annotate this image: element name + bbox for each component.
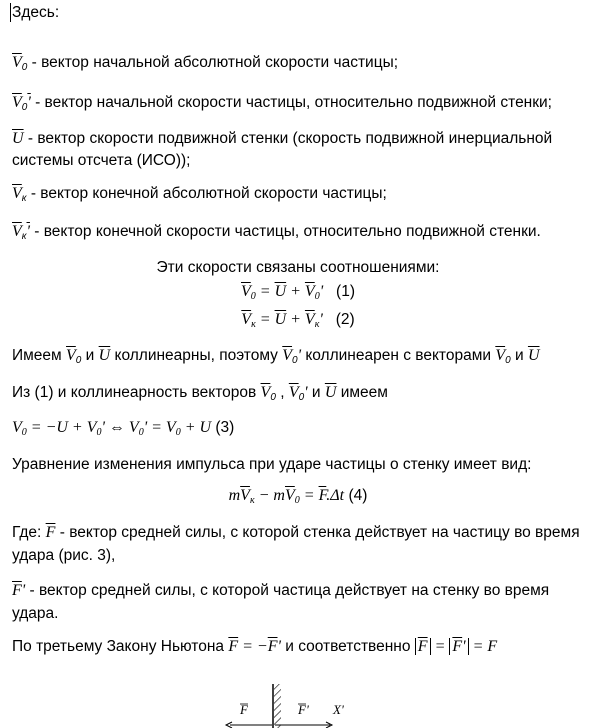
where-cont: удара (рис. 3), — [12, 547, 116, 564]
wall-hatch — [274, 684, 281, 728]
def-u-cont: системы отсчета (ИСО)); — [12, 152, 191, 169]
equation-2: $\overline{V}_к = \overline{U} + \overline{V}_к'$ (2) — [241, 311, 355, 330]
text-cursor — [10, 3, 11, 22]
collinear-line: Имеем $\overline{V}_0$ и $\overline{U}$ коллинеарны, поэтому $\overline{V}_0'$ коллинеарен с векторами $\overline{V}_0$ и $\overline{U}$ — [12, 347, 540, 366]
momentum-text: Уравнение изменения импульса при ударе частицы о стенку имеет вид: — [12, 456, 532, 473]
where-line: Где: $\overline{F}$ - вектор средней силы, с которой стенка действует на частицу во время — [12, 524, 580, 541]
fprime-cont: удара. — [12, 605, 59, 622]
from-eq1-line: Из (1) и коллинеарность векторов $\overline{V}_0$ , $\overline{V}_0'$ и $\overline{U}$ имеем — [12, 384, 388, 403]
equation-1: $\overline{V}_0 = \overline{U} + \overline{V}_0'$ (1) — [240, 283, 355, 302]
label-x: X' — [333, 702, 344, 717]
relations-intro: Эти скорости связаны соотношениями: — [156, 259, 440, 276]
def-vk: $\overline{V}_к$ - вектор конечной абсолютной скорости частицы; — [12, 185, 387, 204]
def-v0: $\overline{V}_0$ - вектор начальной абсолютной скорости частицы; — [12, 54, 399, 73]
def-vk-prime: $\overline{V}_к'$ - вектор конечной скорости частицы, относительно подвижной стенки. — [12, 223, 541, 242]
wall-figure — [0, 680, 596, 728]
equation-4: $m\overline{V}_к - m\overline{V}_0 = \overline{F}.\Delta t$ (4) — [228, 487, 368, 506]
label-f: F — [240, 702, 248, 717]
newton-line: По третьему Закону Ньютона $\overline{F} = -\overline{F}'$ и соответственно $\overline{F} = \overline{F}' = F$ — [12, 638, 498, 655]
equation-3: $V_0 = -U + V_0'$ ⇔ $V_0' = V_0 + U$ (3) — [12, 419, 235, 438]
def-v0-prime: $\overline{V}_0'$ - вектор начальной скорости частицы, относительно подвижной стенки; — [12, 94, 552, 113]
def-u: $\overline{U}$ - вектор скорости подвижной стенки (скорость подвижной инерциальной — [12, 130, 553, 147]
intro-line: Здесь: — [12, 4, 60, 21]
fprime-line: $\overline{F}'$ - вектор средней силы, с которой частица действует на стенку во время — [12, 582, 550, 599]
label-fprime: F' — [298, 702, 309, 717]
